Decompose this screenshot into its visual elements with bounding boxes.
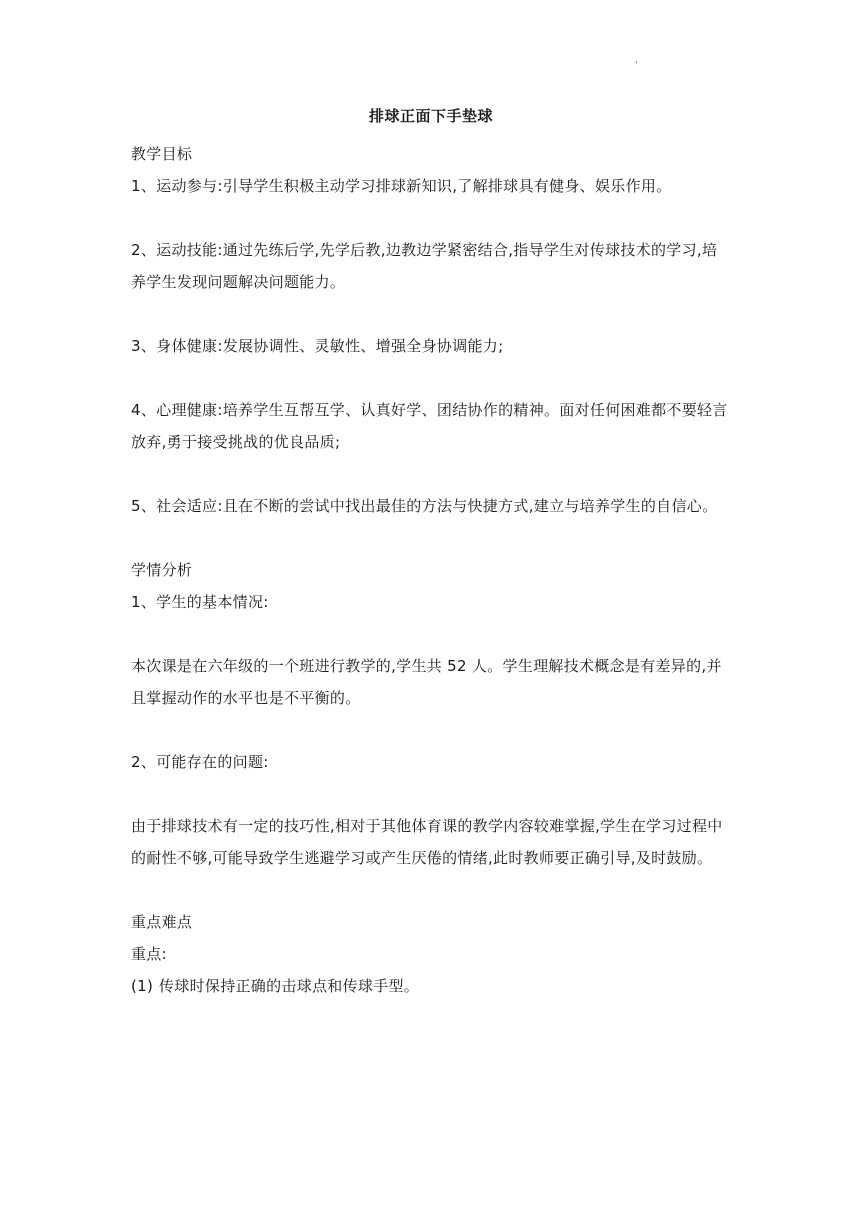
goal-item-5: 5、社会适应:且在不断的尝试中找出最佳的方法与快捷方式,建立与培养学生的自信心。 bbox=[131, 497, 718, 515]
document-body bbox=[131, 104, 731, 1002]
analysis-problems-text: 由于排球技术有一定的技巧性,相对于其他体育课的教学内容较难掌握,学生在学习过程中的耐性不够,可能导致学生逃避学习或产生厌倦的情绪,此时教师要正确引导,及时鼓励。 bbox=[131, 817, 723, 867]
key-point-item-text: 传球时保持正确的击球点和传球手型。 bbox=[159, 977, 420, 995]
key-points-sub-heading: 重点: bbox=[131, 945, 167, 963]
goal-item-3: 3、身体健康:发展协调性、灵敏性、增强全身协调能力; bbox=[131, 337, 504, 355]
analysis-basic-text: 本次课是在六年级的一个班进行教学的,学生共 52 人。学生理解技术概念是有差异的,并且掌握动作的水平也是不平衡的。 bbox=[131, 657, 722, 707]
analysis-problems-label: 2、可能存在的问题: bbox=[131, 753, 269, 771]
key-point-item-1 bbox=[131, 970, 731, 1002]
document-title: 排球正面下手垫球 bbox=[368, 107, 493, 125]
goal-item-4: 4、心理健康:培养学生互帮互学、认真好学、团结协作的精神。面对任何困难都不要轻言放弃,勇于接受挑战的优良品质; bbox=[131, 401, 728, 451]
section-heading-analysis: 学情分析 bbox=[131, 561, 193, 579]
header-mark: . bbox=[635, 55, 639, 66]
key-point-item-number: (1) bbox=[131, 977, 154, 995]
section-heading-goals: 教学目标 bbox=[131, 145, 193, 163]
analysis-basic-label: 1、学生的基本情况: bbox=[131, 593, 269, 611]
section-heading-key-points: 重点难点 bbox=[131, 913, 193, 931]
goal-item-1: 1、运动参与:引导学生积极主动学习排球新知识,了解排球具有健身、娱乐作用。 bbox=[131, 177, 672, 195]
goal-item-2: 2、运动技能:通过先练后学,先学后教,边教边学紧密结合,指导学生对传球技术的学习,培养学生发现问题解决问题能力。 bbox=[131, 241, 718, 291]
